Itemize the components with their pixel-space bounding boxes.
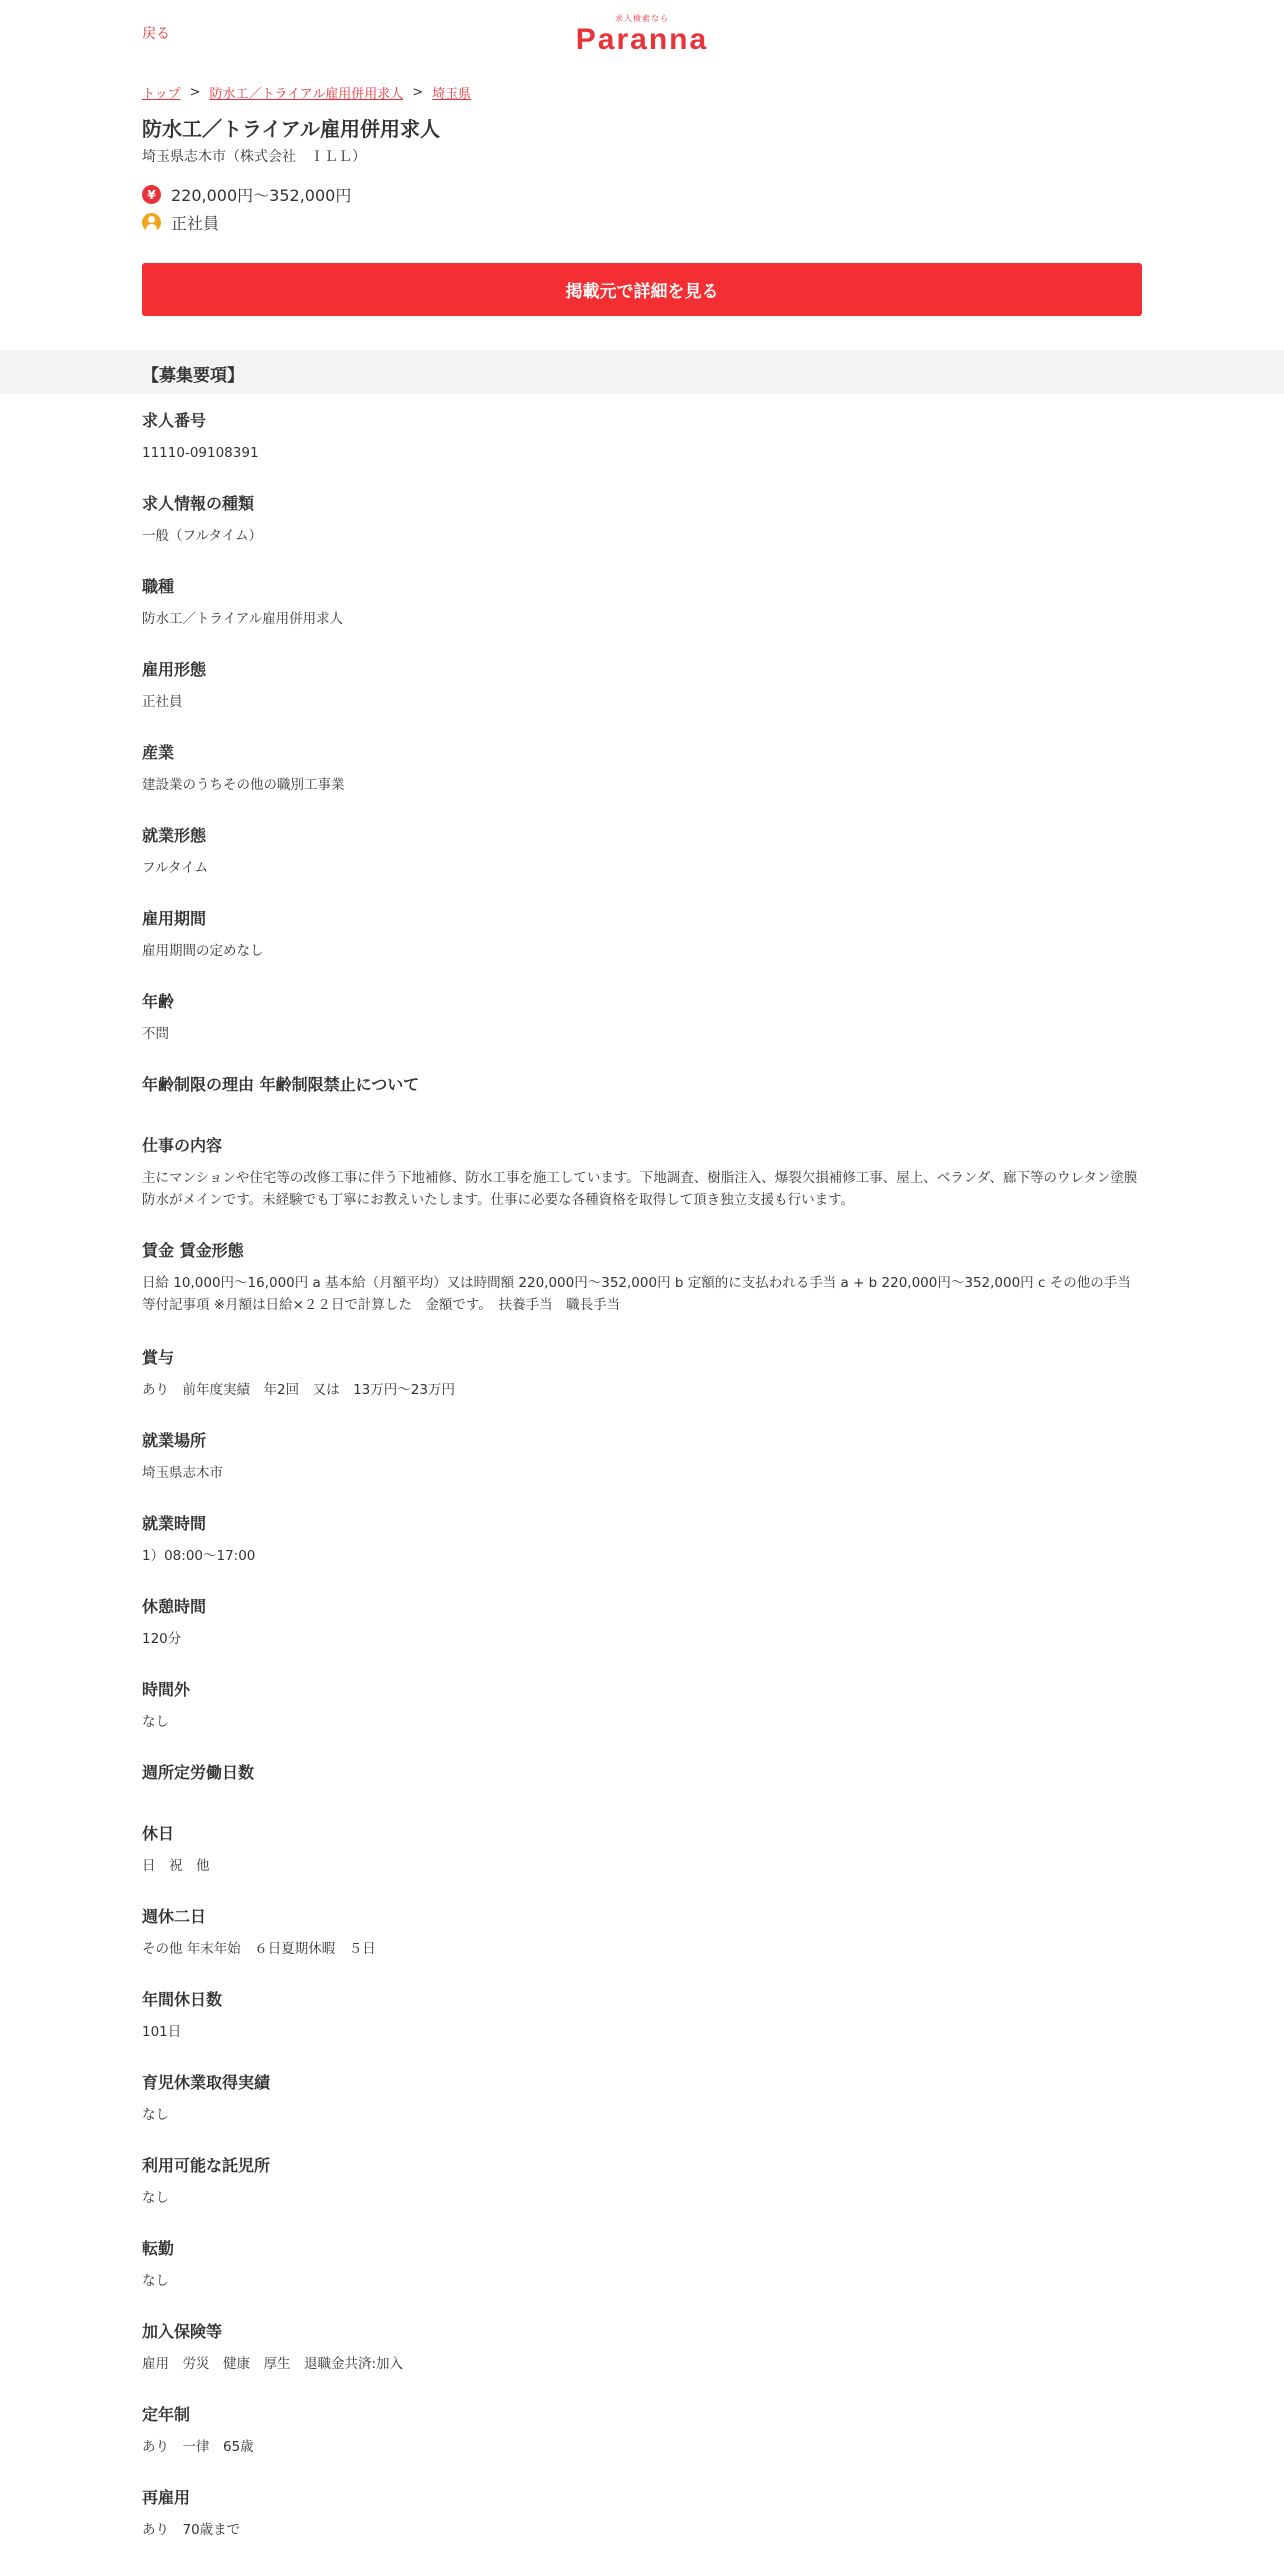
paranna-logo[interactable]	[574, 14, 710, 54]
back-link[interactable]: 戻る	[142, 26, 170, 42]
field-label: 加入保険等	[142, 2322, 223, 2341]
company-name: 埼玉県志木市（株式会社 ＩＬＬ）	[142, 149, 366, 165]
field-value: 不問	[142, 1026, 169, 1042]
employment-value: 正社員	[171, 214, 220, 233]
job-title: 防水工／トライアル雇用併用求人	[142, 117, 440, 141]
breadcrumb-separator: >	[412, 85, 424, 100]
field-value: 主にマンションや住宅等の改修工事に伴う下地補修、防水工事を施工しています。下地調査、樹脂注入、爆裂欠損補修工事、屋上、ベランダ、廊下等のウレタン塗膜防水がメインです。未経験でも丁寧にお教えいたします。仕事に必要な各種資格を取得して頂き独立支援も行います。	[142, 1170, 1138, 1208]
field-value: なし	[142, 2273, 169, 2289]
detail-field	[142, 1596, 1142, 1650]
field-value: なし	[142, 2190, 169, 2206]
detail-field	[142, 1679, 1142, 1733]
detail-field	[142, 1430, 1142, 1484]
field-label: 再雇用	[142, 2488, 191, 2507]
field-label: 転勤	[142, 2239, 175, 2258]
field-label: 就業場所	[142, 1431, 207, 1450]
detail-field	[142, 1513, 1142, 1567]
field-value: 埼玉県志木市	[142, 1465, 223, 1481]
field-label: 就業時間	[142, 1514, 207, 1533]
field-value: その他 年末年始 ６日夏期休暇 ５日	[142, 1941, 376, 1957]
detail-field	[142, 825, 1142, 879]
view-details-button[interactable]: 掲載元で詳細を見る	[142, 263, 1142, 316]
field-label: 賃金 賃金形態	[142, 1241, 244, 1260]
field-label: 年間休日数	[142, 1990, 223, 2009]
field-label: 年齢制限の理由 年齢制限禁止について	[142, 1075, 420, 1094]
field-value: あり 70歳まで	[142, 2522, 241, 2538]
detail-field	[142, 2404, 1142, 2458]
field-value: 日給 10,000円～16,000円 a 基本給（月額平均）又は時間額 220,000円～352,000円 b 定額的に支払われる手当 a + b 220,000円～352,000円 c その他の手当等付記事項 ※月額は日給×２２日で計算した 金額です。 扶養手当 職長手当	[142, 1275, 1131, 1313]
detail-field	[142, 1074, 1142, 1096]
field-value: 101日	[142, 2024, 182, 2040]
field-value: 11110-09108391	[142, 445, 259, 461]
breadcrumb	[142, 83, 471, 102]
detail-field	[142, 1989, 1142, 2043]
field-value: 日 祝 他	[142, 1858, 210, 1874]
detail-field	[142, 1240, 1142, 1316]
detail-field	[142, 991, 1142, 1045]
field-value: 一般（フルタイム）	[142, 528, 263, 544]
field-value: なし	[142, 1714, 169, 1730]
field-label: 時間外	[142, 1680, 191, 1699]
field-label: 雇用形態	[142, 660, 207, 679]
detail-field	[142, 659, 1142, 713]
field-value: 防水工／トライアル雇用併用求人	[142, 611, 344, 627]
field-value: あり 一律 65歳	[142, 2439, 254, 2455]
salary-row	[142, 183, 351, 206]
field-label: 利用可能な託児所	[142, 2156, 271, 2175]
detail-field	[142, 1823, 1142, 1877]
detail-field	[142, 742, 1142, 796]
breadcrumb-job[interactable]: 防水工／トライアル雇用併用求人	[209, 87, 404, 102]
field-label: 定年制	[142, 2405, 191, 2424]
field-value: 雇用 労災 健康 厚生 退職金共済:加入	[142, 2356, 404, 2372]
detail-field	[142, 576, 1142, 630]
field-label: 就業形態	[142, 826, 207, 845]
field-label: 休憩時間	[142, 1597, 207, 1616]
field-label: 週所定労働日数	[142, 1763, 255, 1782]
field-label: 賞与	[142, 1348, 175, 1367]
logo-text: Paranna	[575, 23, 709, 56]
breadcrumb-top[interactable]: トップ	[142, 87, 181, 102]
field-value: 120分	[142, 1631, 182, 1647]
field-label: 週休二日	[142, 1907, 207, 1926]
detail-field	[142, 1347, 1142, 1401]
field-value: なし	[142, 2107, 169, 2123]
breadcrumb-separator: >	[189, 85, 201, 100]
detail-field	[142, 410, 1142, 464]
field-label: 仕事の内容	[142, 1136, 223, 1155]
yen-icon: ¥	[142, 185, 161, 204]
field-value: 1）08:00～17:00	[142, 1548, 256, 1564]
detail-field	[142, 2487, 1142, 2541]
field-value: 雇用期間の定めなし	[142, 943, 264, 959]
field-label: 求人情報の種類	[142, 494, 255, 513]
employment-row	[142, 211, 219, 234]
field-value: 建設業のうちその他の職別工事業	[142, 777, 345, 793]
detail-field	[142, 908, 1142, 962]
field-label: 休日	[142, 1824, 175, 1843]
field-value: 正社員	[142, 694, 183, 710]
field-label: 職種	[142, 577, 175, 596]
logo-tagline: 求人検索なら	[615, 14, 669, 23]
field-value: フルタイム	[142, 860, 209, 876]
detail-field	[142, 2321, 1142, 2375]
detail-field	[142, 2155, 1142, 2209]
section-header	[0, 350, 1284, 394]
field-value: あり 前年度実績 年2回 又は 13万円～23万円	[142, 1382, 455, 1398]
breadcrumb-prefecture[interactable]: 埼玉県	[432, 87, 472, 102]
field-label: 雇用期間	[142, 909, 207, 928]
detail-field	[142, 1906, 1142, 1960]
section-title: 【募集要項】	[142, 366, 244, 386]
site-header	[0, 0, 1284, 64]
detail-field	[142, 2072, 1142, 2126]
detail-field	[142, 493, 1142, 547]
detail-field	[142, 1762, 1142, 1784]
detail-field	[142, 1135, 1142, 1211]
salary-value: 220,000円～352,000円	[171, 186, 352, 205]
detail-field	[142, 2238, 1142, 2292]
field-label: 年齢	[142, 992, 175, 1011]
field-label: 育児休業取得実績	[142, 2073, 271, 2092]
field-label: 求人番号	[142, 411, 207, 430]
person-icon	[142, 213, 161, 232]
field-label: 産業	[142, 743, 175, 762]
